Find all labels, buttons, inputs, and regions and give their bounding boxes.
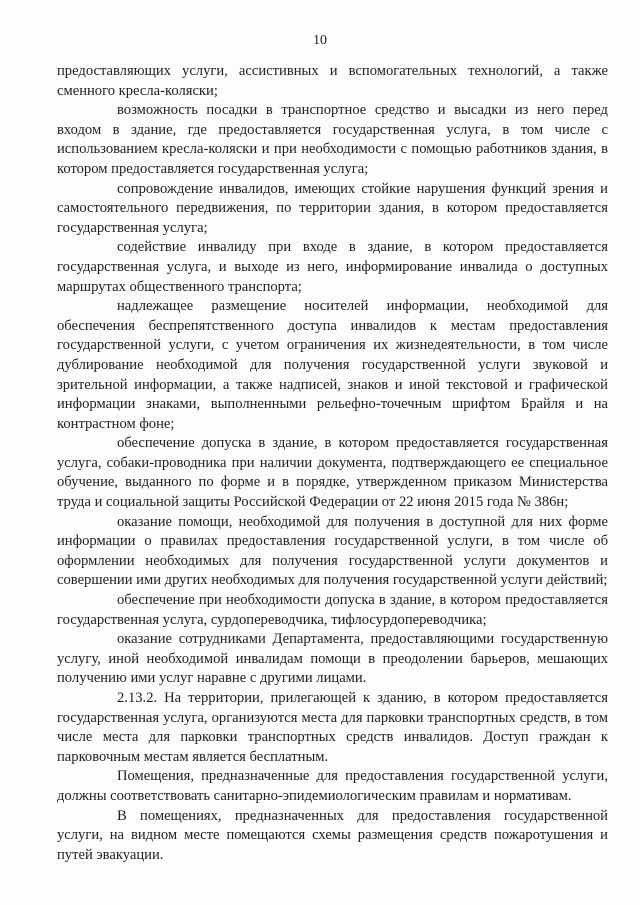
paragraph-boarding-assistance: возможность посадки в транспортное средство и высадки из него перед входом в здание, где предоставляется государственная услуга, в том числе с использованием кресла-коляски и при необходимости с помощью работников здания, в котором предоставляется государственная услуга; <box>57 102 608 177</box>
paragraph-information-carriers: надлежащее размещение носителей информации, необходимой для обеспечения беспрепятственного доступа инвалидов к местам предоставления государственной услуги, с учетом ограничения их жизнедеятельности, в том числе дублирование необходимой для получения государственной услуги звуковой и зрительной информации, а также надписей, знаков и иной текстовой и графической информации знаками, выполненными рельефно-точечным шрифтом Брайля и на контрастном фоне; <box>57 298 608 432</box>
paragraph-parking: 2.13.2. На территории, прилегающей к зданию, в котором предоставляется государственная услуга, организуются места для парковки транспортных средств, в том числе места для парковки транспортных средств инвалидов. Доступ граждан к парковочным местам является бесплатным. <box>57 690 608 765</box>
paragraph-entry-assistance: содействие инвалиду при входе в здание, в котором предоставляется государственная услуга, и выходе из него, информирование инвалида о доступных маршрутах общественного транспорта; <box>57 239 608 295</box>
paragraph-sign-interpreter: обеспечение при необходимости допуска в здание, в котором предоставляется государственная услуга, сурдопереводчика, тифлосурдопереводчика; <box>57 592 608 628</box>
paragraph-continuation: предоставляющих услуги, ассистивных и вспомогательных технологий, а также сменного кресла-коляски; <box>57 63 608 99</box>
paragraph-staff-help: оказание сотрудниками Департамента, предоставляющими государственную услугу, иной необходимой инвалидам помощи в преодолении барьеров, мешающих получению ими услуг наравне с другими лицами. <box>57 631 608 687</box>
paragraph-guide-dog: обеспечение допуска в здание, в котором предоставляется государственная услуга, собаки-проводника при наличии документа, подтверждающего ее специальное обучение, выданного по форме и в порядке, утвержденном приказом Министерства труда и социальной защиты Российской Федерации от 22 июня 2015 года № 386н; <box>57 435 608 511</box>
paragraph-escort: сопровождение инвалидов, имеющих стойкие нарушения функций зрения и самостоятельного передвижения, по территории здания, в котором предоставляется государственная услуга; <box>57 180 608 236</box>
paragraph-information-help: оказание помощи, необходимой для получения в доступной для них форме информации о правилах предоставления государственной услуги, в том числе об оформлении необходимых для получения государственной услуги документов и совершении ими других необходимых для получения государственной услуги действий; <box>57 513 608 589</box>
paragraph-sanitary-rules: Помещения, предназначенные для предоставления государственной услуги, должны соответствовать санитарно-эпидемиологическим правилам и нормативам. <box>57 768 608 804</box>
paragraph-evacuation-schemes: В помещениях, предназначенных для предоставления государственной услуги, на видном месте помещаются схемы размещения средств пожаротушения и путей эвакуации. <box>57 807 608 863</box>
page-number: 10 <box>313 33 327 48</box>
document-body <box>57 62 608 865</box>
